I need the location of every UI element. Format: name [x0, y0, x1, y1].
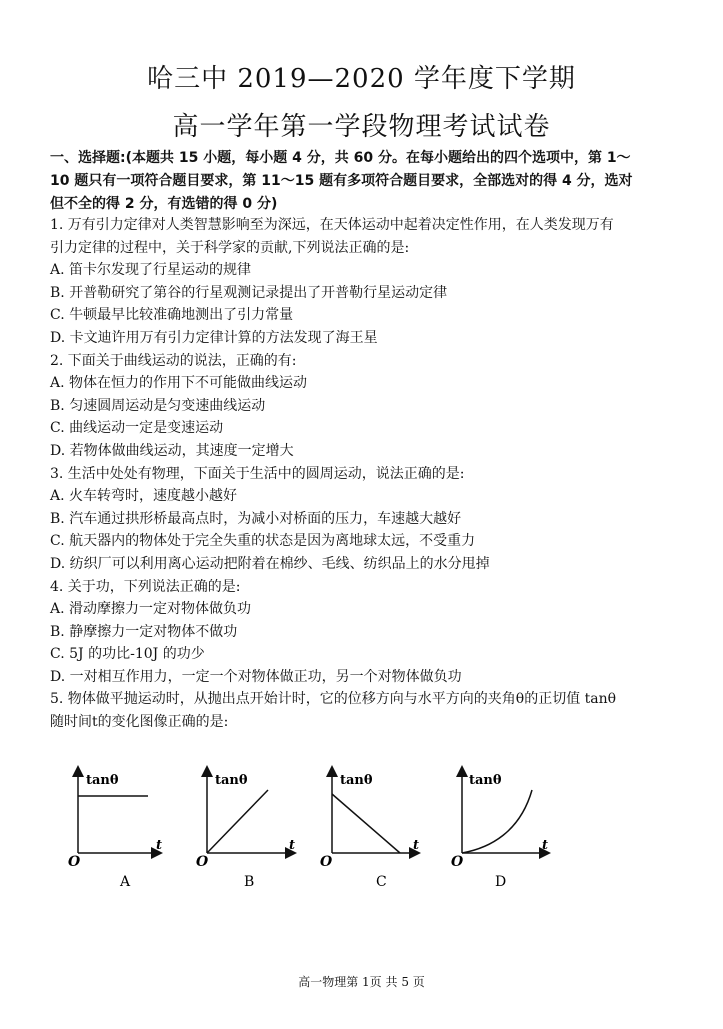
option-b: B. 匀速圆周运动是匀变速曲线运动: [50, 397, 266, 414]
option-c: C. 5J 的功比-10J 的功少: [50, 646, 205, 663]
question-stem-line: 引力定律的过程中，关于科学家的贡献,下列说法正确的是:: [50, 239, 410, 256]
section-instructions: [50, 147, 680, 216]
question-stem-line: 随时间t的变化图像正确的是:: [50, 714, 229, 731]
question-1: [50, 214, 680, 350]
origin-label: O: [451, 854, 464, 870]
option-b: B. 开普勒研究了第谷的行星观测记录提出了开普勒行星运动定律: [50, 284, 448, 301]
question-stem-line: 1. 万有引力定律对人类智慧影响至为深远，在天体运动中起着决定性作用，在人类发现万有: [50, 217, 614, 233]
origin-label: O: [320, 854, 333, 870]
question-list: [50, 214, 680, 734]
graph-d: [451, 768, 548, 890]
question-stem-line: 5. 物体做平抛运动时，从抛出点开始计时，它的位移方向与水平方向的夹角θ的正切值 tanθ: [50, 691, 617, 708]
graph-curve: [332, 794, 400, 853]
y-axis-label: tanθ: [469, 773, 502, 788]
graph-letter: A: [120, 874, 131, 890]
option-d: D. 卡文迪许用万有引力定律计算的方法发现了海王星: [50, 329, 378, 346]
exam-title-line1: 哈三中 2019—2020 学年度下学期: [147, 64, 576, 94]
x-axis-label: t: [156, 838, 163, 853]
option-d: D. 一对相互作用力，一定一个对物体做正功，另一个对物体做负功: [50, 668, 462, 685]
graph-curve: [462, 790, 532, 853]
graph-letter: C: [376, 874, 387, 890]
graph-letter: D: [495, 874, 507, 890]
x-axis-label: t: [542, 838, 549, 853]
question-5: [50, 688, 680, 733]
y-axis-label: tanθ: [215, 773, 248, 788]
option-b: B. 静摩擦力一定对物体不做功: [50, 623, 238, 640]
graph-letter: B: [244, 874, 255, 890]
graph-curve: [207, 790, 268, 853]
question-stem-line: 2. 下面关于曲线运动的说法，正确的有:: [50, 352, 297, 369]
option-a: A. 笛卡尔发现了行星运动的规律: [50, 262, 252, 279]
x-axis-label: t: [413, 838, 420, 853]
y-axis-label: tanθ: [340, 773, 373, 788]
instruction-line: 一、选择题:(本题共 15 小题，每小题 4 分，共 60 分。在每小题给出的四个选项中，第 1～: [50, 150, 631, 166]
option-a: A. 火车转弯时，速度越小越好: [50, 488, 238, 505]
option-c: C. 牛顿最早比较准确地测出了引力常量: [50, 307, 294, 324]
graphs-svg: [58, 756, 568, 896]
graph-a: [68, 768, 162, 890]
question-4: [50, 576, 680, 689]
option-d: D. 若物体做曲线运动，其速度一定增大: [50, 442, 294, 459]
question-3: [50, 463, 680, 576]
x-axis-label: t: [289, 838, 296, 853]
exam-title-line2: 高一学年第一学段物理考试试卷: [172, 112, 551, 142]
question-stem-line: 3. 生活中处处有物理，下面关于生活中的圆周运动，说法正确的是:: [50, 465, 465, 482]
y-axis-label: tanθ: [86, 773, 119, 788]
graph-c: [320, 768, 419, 890]
option-d: D. 纺织厂可以利用离心运动把附着在棉纱、毛线、纺织品上的水分甩掉: [50, 555, 490, 572]
option-a: A. 滑动摩擦力一定对物体做负功: [50, 601, 252, 618]
question-2: [50, 350, 680, 463]
option-b: B. 汽车通过拱形桥最高点时，为减小对桥面的压力，车速越大越好: [50, 510, 462, 527]
instruction-line: 但不全的得 2 分，有选错的得 0 分): [50, 196, 278, 212]
question-stem-line: 4. 关于功，下列说法正确的是:: [50, 578, 241, 595]
graph-b: [196, 768, 295, 890]
origin-label: O: [196, 854, 209, 870]
option-c: C. 曲线运动一定是变速运动: [50, 420, 224, 437]
page-footer: 高一物理第 1页 共 5 页: [298, 975, 425, 989]
origin-label: O: [68, 854, 81, 870]
instruction-line: 10 题只有一项符合题目要求，第 11～15 题有多项符合题目要求，全部选对的得 4 分，选对: [50, 173, 633, 189]
option-a: A. 物体在恒力的作用下不可能做曲线运动: [50, 375, 308, 392]
answer-graphs: [58, 756, 568, 896]
option-c: C. 航天器内的物体处于完全失重的状态是因为离地球太远，不受重力: [50, 533, 476, 550]
